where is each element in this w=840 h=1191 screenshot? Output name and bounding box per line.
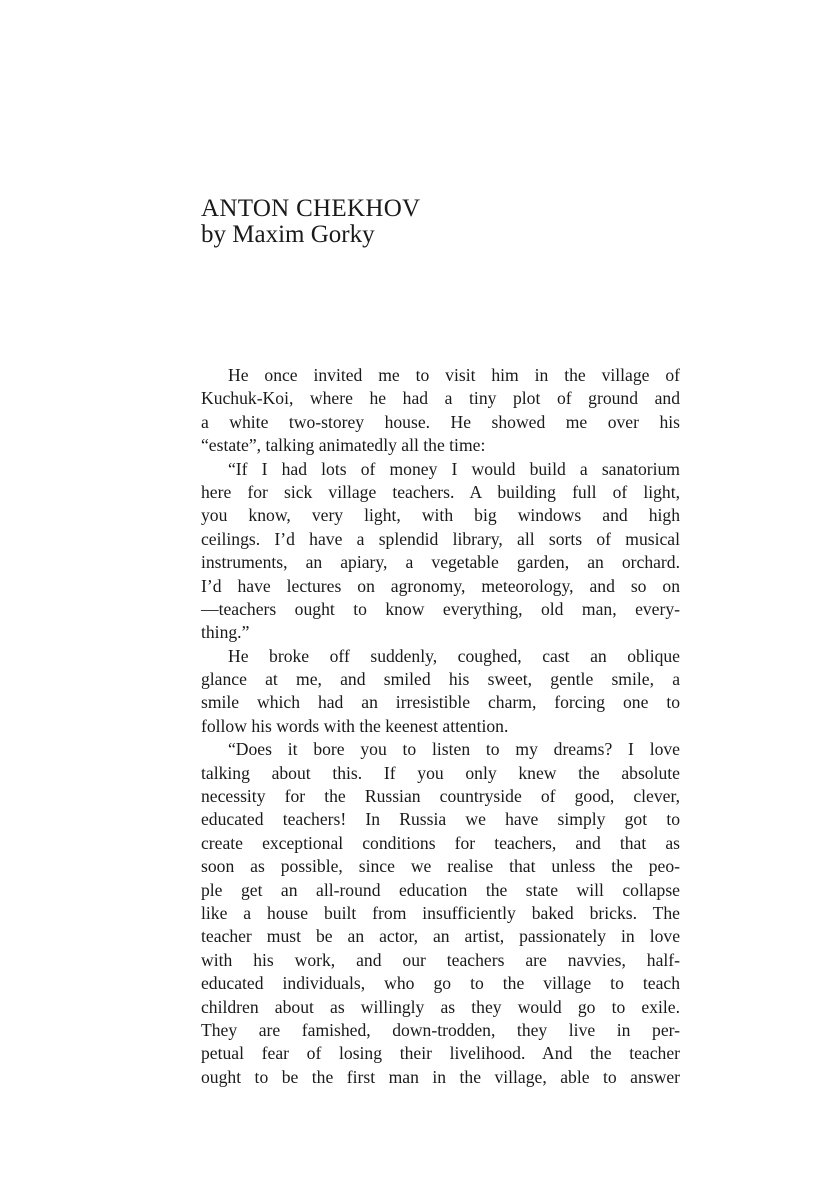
text-line: with his work, and our teachers are navvies, half- bbox=[201, 949, 680, 970]
text-line: “estate”, talking animatedly all the time: bbox=[201, 435, 486, 456]
text-line: instruments, an apiary, a vegetable garden, an orchard. bbox=[201, 552, 680, 573]
text-line: necessity for the Russian countryside of good, clever, bbox=[201, 786, 680, 807]
text-line: They are famished, down-trodden, they live in per- bbox=[201, 1019, 680, 1040]
text-line: ceilings. I’d have a splendid library, all sorts of musical bbox=[201, 528, 680, 549]
chapter-heading bbox=[201, 196, 661, 248]
text-line: follow his words with the keenest attention. bbox=[201, 715, 509, 736]
text-line: He broke off suddenly, coughed, cast an oblique bbox=[228, 645, 680, 666]
chapter-byline: by Maxim Gorky bbox=[201, 221, 375, 248]
text-line: ought to be the first man in the village, able to answer bbox=[201, 1066, 680, 1087]
text-line: smile which had an irresistible charm, forcing one to bbox=[201, 692, 680, 713]
text-line: —teachers ought to know everything, old man, every- bbox=[201, 598, 680, 619]
text-line: talking about this. If you only knew the absolute bbox=[201, 762, 680, 783]
text-line: “If I had lots of money I would build a sanatorium bbox=[228, 458, 680, 479]
text-line: Kuchuk-Koi, where he had a tiny plot of ground and bbox=[201, 388, 680, 409]
text-line: here for sick village teachers. A building full of light, bbox=[201, 481, 680, 502]
text-line: you know, very light, with big windows and high bbox=[201, 505, 680, 526]
text-line: “Does it bore you to listen to my dreams? I love bbox=[228, 739, 680, 760]
text-line: soon as possible, since we realise that unless the peo- bbox=[201, 856, 680, 877]
text-line: He once invited me to visit him in the village of bbox=[228, 365, 680, 385]
body-text bbox=[201, 364, 680, 1089]
text-line: like a house built from insufficiently baked bricks. The bbox=[201, 902, 680, 923]
text-line: a white two-storey house. He showed me over his bbox=[201, 411, 680, 432]
text-line: teacher must be an actor, an artist, passionately in love bbox=[201, 926, 680, 947]
text-line: children about as willingly as they would go to exile. bbox=[201, 996, 680, 1017]
text-line: thing.” bbox=[201, 622, 250, 643]
text-line: glance at me, and smiled his sweet, gentle smile, a bbox=[201, 669, 680, 690]
text-line: petual fear of losing their livelihood. And the teacher bbox=[201, 1043, 680, 1064]
text-line: educated teachers! In Russia we have simply got to bbox=[201, 809, 680, 830]
text-line: create exceptional conditions for teachers, and that as bbox=[201, 832, 680, 853]
text-line: I’d have lectures on agronomy, meteorology, and so on bbox=[201, 575, 680, 596]
text-line: ple get an all-round education the state will collapse bbox=[201, 879, 680, 900]
chapter-title: ANTON CHEKHOV bbox=[201, 195, 421, 222]
text-line: educated individuals, who go to the village to teach bbox=[201, 973, 680, 994]
